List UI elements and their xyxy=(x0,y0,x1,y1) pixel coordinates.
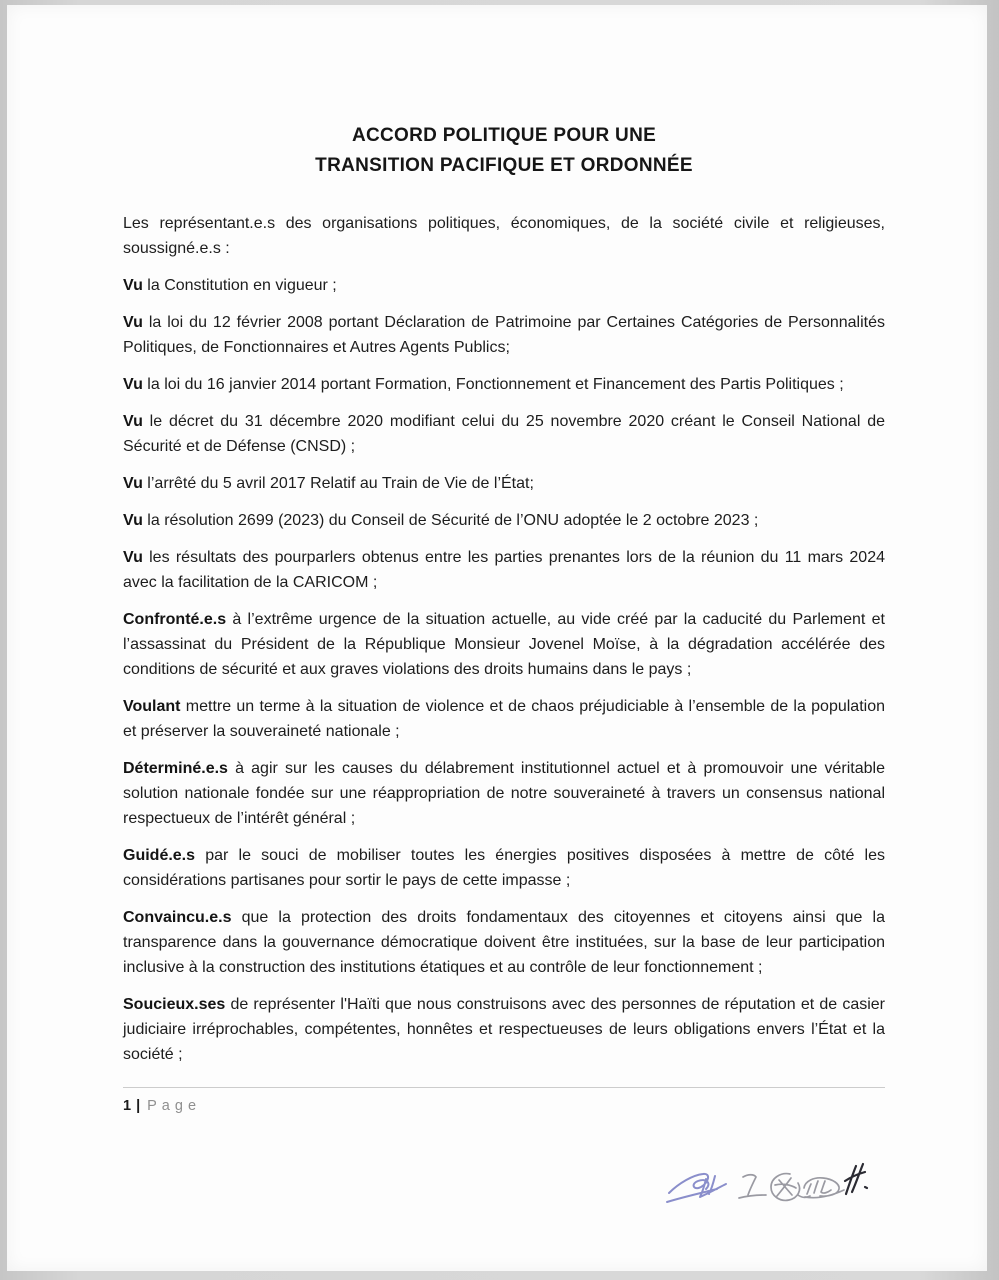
title-line-1: ACCORD POLITIQUE POUR UNE xyxy=(351,125,657,146)
footer-separator: | xyxy=(136,1098,141,1114)
lead-word: Voulant xyxy=(123,698,181,715)
vu-paragraph xyxy=(123,545,885,595)
vu-paragraph xyxy=(123,273,885,298)
lead-word: Vu xyxy=(123,413,143,430)
footer-page-label: Page xyxy=(147,1098,202,1114)
paragraph-text: l’arrêté du 5 avril 2017 Relatif au Train de Vie de l’État; xyxy=(142,475,534,492)
page-content xyxy=(7,5,987,1114)
paragraph-text: par le souci de mobiliser toutes les énergies positives disposées à mettre de côté les considérations partisanes pour sortir le pays de cette impasse ; xyxy=(123,847,885,889)
determine-paragraph xyxy=(123,756,885,831)
paragraph-text: à agir sur les causes du délabrement institutionnel actuel et à promouvoir une véritable solution nationale fondée sur une réappropriation de notre souveraineté à travers un consensus national respectueux de l’intérêt général ; xyxy=(123,760,885,827)
lead-word: Confronté.e.s xyxy=(123,611,227,628)
lead-word: Vu xyxy=(123,376,143,393)
document-title xyxy=(123,121,885,181)
vu-paragraph xyxy=(123,372,885,397)
signature-ink-oval xyxy=(804,1178,844,1198)
guide-paragraph xyxy=(123,843,885,893)
paragraph-text: la résolution 2699 (2023) du Conseil de Sécurité de l’ONU adoptée le 2 octobre 2023 ; xyxy=(142,512,759,529)
lead-word: Guidé.e.s xyxy=(123,847,196,864)
vu-paragraph xyxy=(123,508,885,533)
paragraph-text: de représenter l'Haïti que nous construisons avec des personnes de réputation et de casier judiciaire irréprochables, compétentes, honnêtes et respectueuses de leurs obligations envers l’État et la société ; xyxy=(123,996,885,1063)
lead-word: Vu xyxy=(123,277,143,294)
paragraph-text: à l’extrême urgence de la situation actuelle, au vide créé par la caducité du Parlement et l’assassinat du Président de la République Monsieur Jovenel Moïse, à la dégradation accélérée des conditions de sécurité et aux graves violations des droits humains dans le pays ; xyxy=(123,611,885,678)
vu-paragraph xyxy=(123,471,885,496)
document-page xyxy=(7,5,987,1271)
vu-paragraph xyxy=(123,409,885,459)
paragraph-text: la loi du 16 janvier 2014 portant Formation, Fonctionnement et Financement des Partis Politiques ; xyxy=(142,376,844,393)
page-footer xyxy=(123,1087,885,1114)
lead-word: Vu xyxy=(123,549,143,566)
soucieux-paragraph xyxy=(123,992,885,1067)
paragraph-text: Les représentant.e.s des organisations politiques, économiques, de la société civile et religieuses, soussigné.e.s : xyxy=(123,215,885,257)
paragraph-text: que la protection des droits fondamentaux des citoyennes et citoyens ainsi que la transparence dans la gouvernance démocratique doivent être instituées, sur la base de leur participation inclusive à la construction des institutions étatiques et au contrôle de leur fonctionnement ; xyxy=(123,909,885,976)
signatures xyxy=(659,1157,889,1217)
paragraph-text: la loi du 12 février 2008 portant Déclaration de Patrimoine par Certaines Catégories de Personnalités Politiques, de Fonctionnaires et Autres Agents Publics; xyxy=(123,314,885,356)
signature-ink-scribble-t xyxy=(739,1175,766,1198)
paragraph-text: les résultats des pourparlers obtenus entre les parties prenantes lors de la réunion du 11 mars 2024 avec la facilitation de la CARICOM ; xyxy=(123,549,885,591)
lead-word: Déterminé.e.s xyxy=(123,760,228,777)
lead-word: Vu xyxy=(123,512,143,529)
paragraph-text: mettre un terme à la situation de violence et de chaos préjudiciable à l’ensemble de la population et préserver la souveraineté nationale ; xyxy=(123,698,885,740)
page-number: 1 xyxy=(123,1098,132,1114)
signature-ink-blue xyxy=(667,1174,726,1202)
voulant-paragraph xyxy=(123,694,885,744)
paragraph-text: le décret du 31 décembre 2020 modifiant celui du 25 novembre 2020 créant le Conseil National de Sécurité et de Défense (CNSD) ; xyxy=(123,413,885,455)
confronte-paragraph xyxy=(123,607,885,682)
convaincu-paragraph xyxy=(123,905,885,980)
signature-ink-black xyxy=(845,1164,867,1194)
lead-word: Convaincu.e.s xyxy=(123,909,232,926)
lead-word: Vu xyxy=(123,475,143,492)
title-line-2: TRANSITION PACIFIQUE ET ORDONNÉE xyxy=(315,155,693,176)
intro-paragraph xyxy=(123,211,885,261)
lead-word: Vu xyxy=(123,314,143,331)
lead-word: Soucieux.ses xyxy=(123,996,226,1013)
paragraph-text: la Constitution en vigueur ; xyxy=(142,277,337,294)
vu-paragraph xyxy=(123,310,885,360)
